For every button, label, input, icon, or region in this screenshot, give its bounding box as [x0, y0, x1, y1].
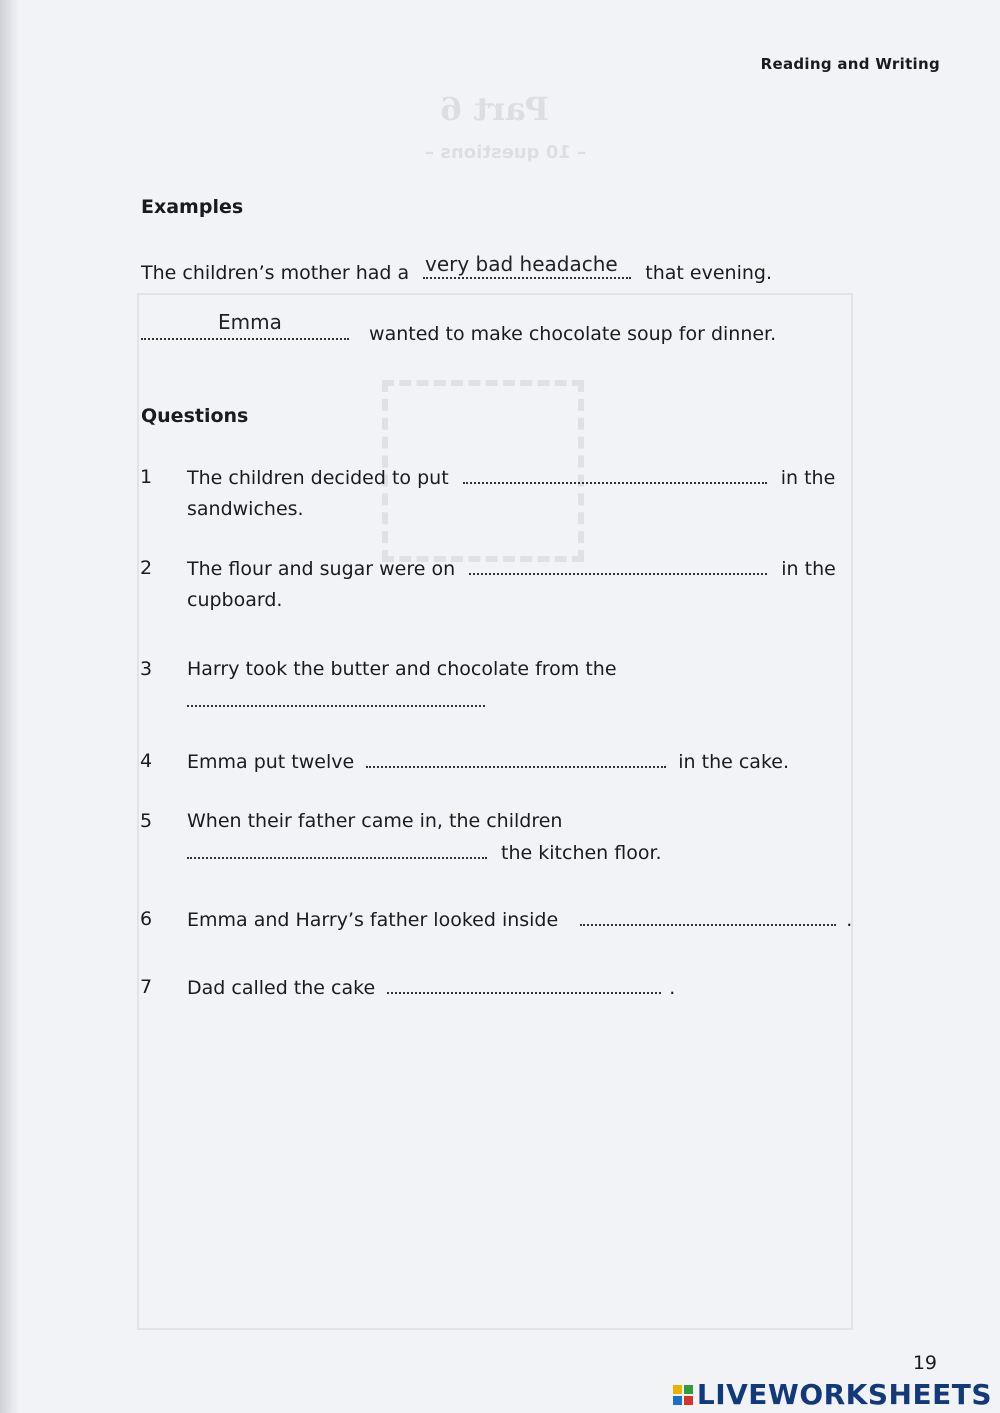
- page-binding-shadow: [0, 0, 20, 1413]
- question-3-text: Harry took the butter and chocolate from the: [187, 658, 617, 680]
- example-1-before: The children’s mother had a: [141, 262, 410, 284]
- question-6: [187, 904, 852, 936]
- liveworksheets-logo-icon: [673, 1385, 693, 1405]
- question-4-after: in the cake.: [678, 751, 790, 773]
- question-3: [187, 654, 617, 717]
- question-7-after: .: [669, 977, 676, 999]
- example-2-answer: Emma: [218, 310, 282, 334]
- question-5-number: 5: [140, 810, 153, 832]
- bleed-through-subtitle: – 10 questions –: [425, 142, 587, 163]
- liveworksheets-brand-text: LIVEWORKSHEETS: [696, 1378, 992, 1411]
- question-6-number: 6: [140, 908, 153, 930]
- question-6-text: Emma and Harry’s father looked inside: [187, 909, 559, 931]
- question-6-after: .: [846, 909, 853, 931]
- question-5-text: When their father came in, the children: [187, 810, 563, 832]
- question-2-after: in the: [781, 558, 836, 580]
- question-2-number: 2: [140, 557, 153, 579]
- logo-square-3: [673, 1396, 682, 1405]
- question-2-blank[interactable]: [469, 553, 767, 575]
- bleed-through-title: Part 6: [440, 90, 549, 128]
- question-1-number: 1: [140, 466, 153, 488]
- question-6-blank[interactable]: [580, 904, 836, 926]
- question-3-blank[interactable]: [187, 685, 485, 707]
- question-5: [187, 806, 662, 869]
- page-header: Reading and Writing: [760, 55, 940, 73]
- question-4-number: 4: [140, 750, 153, 772]
- example-1-answer: very bad headache: [425, 252, 618, 276]
- logo-square-1: [673, 1385, 682, 1394]
- question-4-text: Emma put twelve: [187, 751, 355, 773]
- question-2: [187, 553, 836, 616]
- question-1-blank[interactable]: [463, 462, 767, 484]
- question-2-continuation: cupboard.: [187, 589, 283, 611]
- question-1: [187, 462, 835, 525]
- question-3-number: 3: [140, 658, 153, 680]
- question-7-number: 7: [140, 976, 153, 998]
- logo-square-4: [684, 1396, 693, 1405]
- question-7-blank[interactable]: [387, 972, 661, 994]
- question-1-continuation: sandwiches.: [187, 498, 304, 520]
- examples-heading: Examples: [141, 196, 244, 218]
- question-5-after: the kitchen floor.: [501, 842, 662, 864]
- question-5-blank[interactable]: [187, 837, 487, 859]
- question-2-text: The flour and sugar were on: [187, 558, 456, 580]
- question-1-text: The children decided to put: [187, 467, 449, 489]
- question-7: [187, 972, 675, 1004]
- example-2-after: wanted to make chocolate soup for dinner.: [369, 323, 777, 345]
- page-number: 19: [912, 1352, 937, 1374]
- logo-square-2: [684, 1385, 693, 1394]
- question-4: [187, 746, 789, 778]
- question-4-blank[interactable]: [366, 746, 666, 768]
- example-1-after: that evening.: [645, 262, 772, 284]
- questions-heading: Questions: [141, 405, 249, 427]
- question-1-after: in the: [780, 467, 836, 489]
- question-7-text: Dad called the cake: [187, 977, 376, 999]
- liveworksheets-watermark: [673, 1378, 992, 1411]
